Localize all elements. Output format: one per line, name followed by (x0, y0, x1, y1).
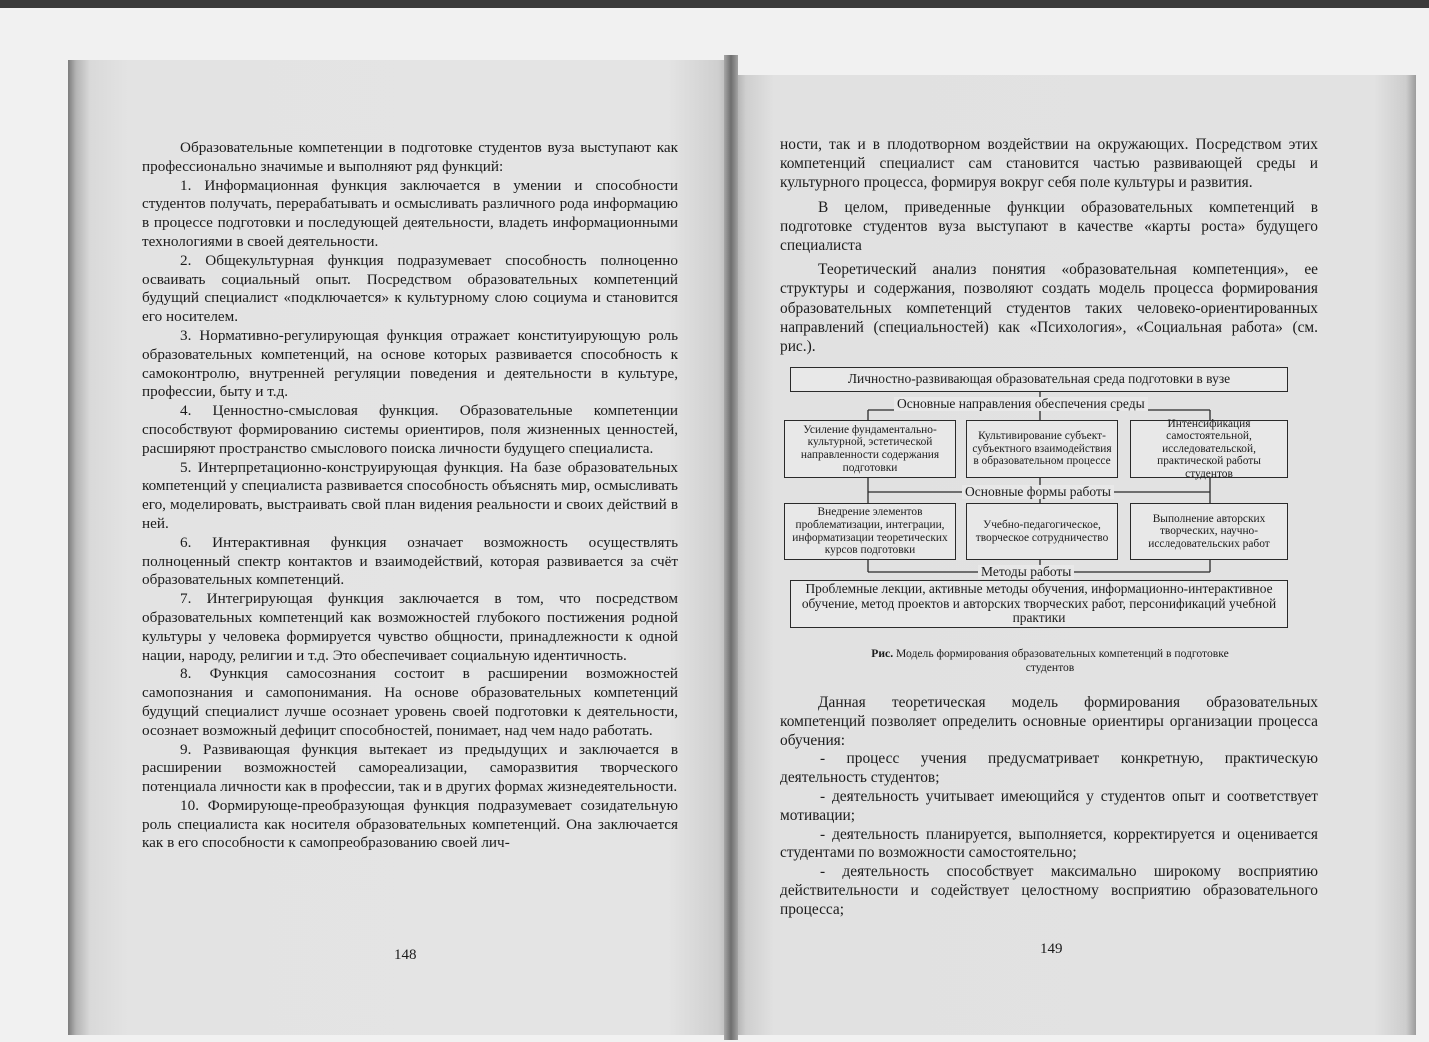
page-number-left: 148 (394, 947, 417, 963)
paragraph: 4. Ценностно-смысловая функция. Образовательные компетенции способствуют формированию системы ориентиров, поля жизненных ценностей, расширяют пространство смыслового поиска личности будущего специалиста. (142, 402, 678, 457)
page-number-right: 149 (1040, 941, 1063, 957)
paragraph: Данная теоретическая модель формирования образовательных компетенций позволяет определить основные ориентиры организации процесса обучения: (780, 694, 1318, 749)
diagram-label-directions: Основные направления обеспечения среды (894, 397, 1148, 411)
paragraph: 3. Нормативно-регулирующая функция отражает конституирующую роль образовательных компетенций, на основе которых развивается способность к самоконтролю, внутренней регуляции поведения и деятельности в культуре, профессии, быту и т.д. (142, 326, 678, 401)
form-box-1: Внедрение элементов проблематизации, интеграции, информатизации теоретических курсов подготовки (784, 503, 956, 560)
direction-box-1: Усиление фундаментально-культурной, эстетической направленности содержания подготовки (784, 420, 956, 478)
diagram-label-methods: Методы работы (978, 565, 1074, 579)
methods-box: Проблемные лекции, активные методы обучения, информационно-интерактивное обучение, метод проектов и авторских творческих работ, персонификаций учебной практики (790, 580, 1288, 628)
form-box-2: Учебно-педагогическое, творческое сотрудничество (966, 503, 1118, 560)
paragraph: 10. Формирующе-преобразующая функция подразумевает созидательную роль специалиста как носителя образовательных компетенций. Она заключается как в его способности к самопреобразованию своей лич- (142, 796, 678, 852)
diagram-top-box: Личностно-развивающая образовательная среда подготовки в вузе (790, 367, 1288, 392)
figure-caption (860, 647, 1240, 675)
paragraph: 7. Интегрирующая функция заключается в том, что посредством образовательных компетенций как возможностей глубокого постижения родной культуры у человека формируется чувство общности, принадлежности к одной нации, народу, религии и т.д. Это обеспечивает социальную идентичность. (142, 590, 678, 664)
caption-prefix: Рис. (871, 647, 894, 660)
right-page-body-bottom (780, 694, 1318, 920)
diagram-label-forms: Основные формы работы (962, 485, 1114, 499)
form-box-3: Выполнение авторских творческих, научно-исследовательских работ (1130, 503, 1288, 560)
paragraph: Образовательные компетенции в подготовке студентов вуза выступают как профессионально значимые и выполняют ряд функций: (142, 139, 678, 175)
paragraph: 8. Функция самосознания состоит в расширении возможностей самопознания и самопонимания. На основе образовательных компетенций будущий специалист лучше осознает уровень своей подготовки к деятельности, осознает возможный дефицит способностей, понимает, над чем надо работать. (142, 665, 678, 739)
list-item: - деятельность учитывает имеющийся у студентов опыт и соответствует мотивации; (780, 787, 1318, 824)
paragraph: 2. Общекультурная функция подразумевает способность полноценно осваивать социальный опыт. Посредством образовательных компетенций будущий специалист «подключается» к культурному слою социума и становится его носителем. (142, 251, 678, 326)
paragraph: 1. Информационная функция заключается в умении и способности студентов получать, перерабатывать и осмысливать различного рода информацию в процессе подготовки и последующей деятельности, владеть информационными технологиями в своей деятельности. (142, 176, 678, 250)
list-item: - процесс учения предусматривает конкретную, практическую деятельность студентов; (780, 750, 1318, 787)
direction-box-2: Культивирование субъект- субъектного взаимодействия в образовательном процессе (966, 420, 1118, 478)
paragraph: ности, так и в плодотворном воздействии на окружающих. Посредством этих компетенций специалист сам становится частью развивающей среды и культурного процесса, формируя вокруг себя поле культуры и развития. (780, 136, 1318, 192)
list-item: - деятельность планируется, выполняется, корректируется и оценивается студентами по возможности самостоятельно; (780, 825, 1318, 862)
paragraph: Теоретический анализ понятия «образовательная компетенция», ее структуры и содержания, позволяют создать модель процесса формирования образовательных компетенций студентов таких человеко-ориентированных направлений (специальностей) как «Психология», «Социальная работа» (см. рис.). (780, 261, 1318, 356)
list-item: - деятельность способствует максимально широкому восприятию действительности и содействует целостному восприятию образовательного процесса; (780, 863, 1318, 918)
paragraph: 6. Интерактивная функция означает возможность осуществлять полноценный спектр контактов и взаимодействий, которая развивается за счёт образовательных компетенций. (142, 533, 678, 589)
direction-box-3: Интенсификация самостоятельной, исследовательской, практической работы студентов (1130, 420, 1288, 478)
caption-text: Модель формирования образовательных компетенций в подготовке студентов (896, 647, 1229, 674)
paragraph: 5. Интерпретационно-конструирующая функция. На базе образовательных компетенций у специалиста развивается способность объяснять мир, осмысливать его, моделировать, выстраивать свой план видения реальности и своих действий в ней. (142, 458, 678, 532)
paragraph: В целом, приведенные функции образовательных компетенций в подготовке студентов вуза выступают в качестве «карты роста» будущего специалиста (780, 198, 1318, 255)
paragraph: 9. Развивающая функция вытекает из предыдущих и заключается в расширении возможностей самореализации, саморазвития творческого потенциала личности как в профессии, так и в других формах жизнедеятельности. (142, 740, 678, 796)
